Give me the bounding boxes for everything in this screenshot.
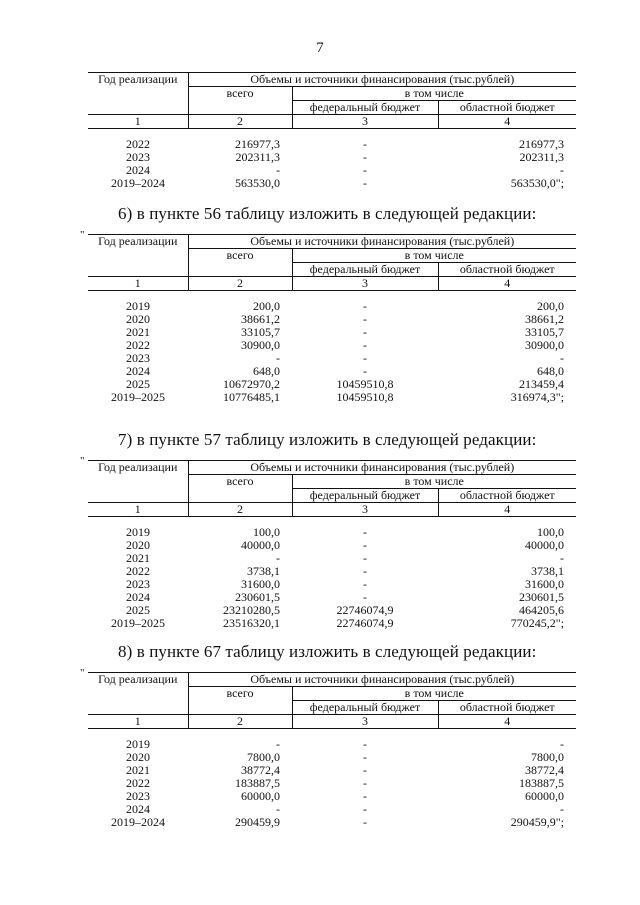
col-number-2: 2 — [188, 715, 292, 729]
table-row: 2023 202311,3 - 202311,3 — [126, 150, 565, 164]
table-row: 2022 183887,5 - 183887,5 — [126, 776, 565, 790]
col-header-volumes: Объемы и источники финансирования (тыс.рублей) — [188, 235, 576, 249]
section-heading-6: 6) в пункте 56 таблицу изложить в следующей редакции: — [118, 204, 537, 223]
table-row: 2025 10672970,2 10459510,8 213459,4 — [126, 377, 565, 391]
table-row: 2020 40000,0 - 40000,0 — [126, 538, 565, 552]
col-number-2: 2 — [188, 277, 292, 291]
table-row: 2023 - - - — [126, 351, 565, 365]
table-row: 2024 648,0 - 648,0 — [126, 364, 565, 378]
col-header-regional: областной бюджет — [438, 101, 576, 115]
col-number-1: 1 — [88, 503, 188, 517]
col-number-2: 2 — [188, 503, 292, 517]
col-header-including: в том числе — [292, 475, 576, 489]
col-number-1: 1 — [88, 715, 188, 729]
financing-table-2 — [88, 234, 576, 404]
col-header-including: в том числе — [292, 87, 576, 101]
col-header-federal: федеральный бюджет — [292, 263, 438, 277]
table-row: 2019–2024 563530,0 - 563530,0"; — [111, 176, 565, 190]
col-header-year: Год реализации — [88, 235, 188, 277]
col-number-4: 4 — [438, 715, 576, 729]
financing-table-1 — [88, 72, 576, 190]
col-number-3: 3 — [292, 115, 438, 129]
table-row: 2024 - - - — [126, 802, 565, 816]
section-heading-8: 8) в пункте 67 таблицу изложить в следующей редакции: — [118, 642, 537, 661]
col-header-regional: областной бюджет — [438, 489, 576, 503]
col-header-regional: областной бюджет — [438, 701, 576, 715]
col-header-including: в том числе — [292, 687, 576, 701]
col-number-1: 1 — [88, 277, 188, 291]
table-row: 2021 38772,4 - 38772,4 — [126, 763, 565, 777]
col-header-year: Год реализации — [88, 461, 188, 503]
col-header-including: в том числе — [292, 249, 576, 263]
table-row: 2022 3738,1 - 3738,1 — [126, 564, 565, 578]
col-number-4: 4 — [438, 115, 576, 129]
col-header-federal: федеральный бюджет — [292, 489, 438, 503]
col-header-volumes: Объемы и источники финансирования (тыс.рублей) — [188, 673, 576, 687]
financing-table-3 — [88, 460, 576, 630]
table-row: 2019–2025 10776485,1 10459510,8 316974,3"; — [111, 390, 565, 404]
col-header-total: всего — [188, 249, 292, 277]
col-number-4: 4 — [438, 277, 576, 291]
quote-mark: " — [80, 455, 85, 467]
page-number: 7 — [316, 40, 324, 56]
col-header-total: всего — [188, 87, 292, 115]
col-header-regional: областной бюджет — [438, 263, 576, 277]
col-header-volumes: Объемы и источники финансирования (тыс.рублей) — [188, 73, 576, 87]
col-header-year: Год реализации — [88, 673, 188, 715]
col-number-3: 3 — [292, 715, 438, 729]
col-header-total: всего — [188, 475, 292, 503]
col-number-3: 3 — [292, 503, 438, 517]
table-row: 2021 33105,7 - 33105,7 — [126, 325, 565, 339]
col-header-volumes: Объемы и источники финансирования (тыс.рублей) — [188, 461, 576, 475]
table-row: 2019 200,0 - 200,0 — [126, 299, 565, 313]
col-number-1: 1 — [88, 115, 188, 129]
section-heading-7: 7) в пункте 57 таблицу изложить в следующей редакции: — [118, 430, 537, 449]
table-row: 2019–2024 290459,9 - 290459,9"; — [111, 815, 565, 829]
table-row: 2019 - - - — [126, 737, 565, 751]
table-row: 2022 216977,3 - 216977,3 — [126, 137, 565, 151]
col-header-federal: федеральный бюджет — [292, 701, 438, 715]
table-row: 2019 100,0 - 100,0 — [126, 525, 565, 539]
table-row: 2020 7800,0 - 7800,0 — [126, 750, 565, 764]
financing-table-4 — [88, 672, 576, 829]
table-row: 2021 - - - — [126, 551, 565, 565]
table-row: 2019–2025 23516320,1 22746074,9 770245,2"; — [111, 616, 565, 630]
col-number-3: 3 — [292, 277, 438, 291]
quote-mark: " — [80, 667, 85, 679]
col-number-2: 2 — [188, 115, 292, 129]
table-row: 2024 230601,5 - 230601,5 — [126, 590, 565, 604]
table-row: 2022 30900,0 - 30900,0 — [126, 338, 565, 352]
col-number-4: 4 — [438, 503, 576, 517]
quote-mark: " — [80, 229, 85, 241]
table-row: 2020 38661,2 - 38661,2 — [126, 312, 565, 326]
col-header-federal: федеральный бюджет — [292, 101, 438, 115]
table-row: 2023 60000,0 - 60000,0 — [126, 789, 565, 803]
table-row: 2024 - - - — [126, 163, 565, 177]
col-header-total: всего — [188, 687, 292, 715]
table-row: 2023 31600,0 - 31600,0 — [126, 577, 565, 591]
col-header-year: Год реализации — [88, 73, 188, 115]
table-row: 2025 23210280,5 22746074,9 464205,6 — [126, 603, 565, 617]
